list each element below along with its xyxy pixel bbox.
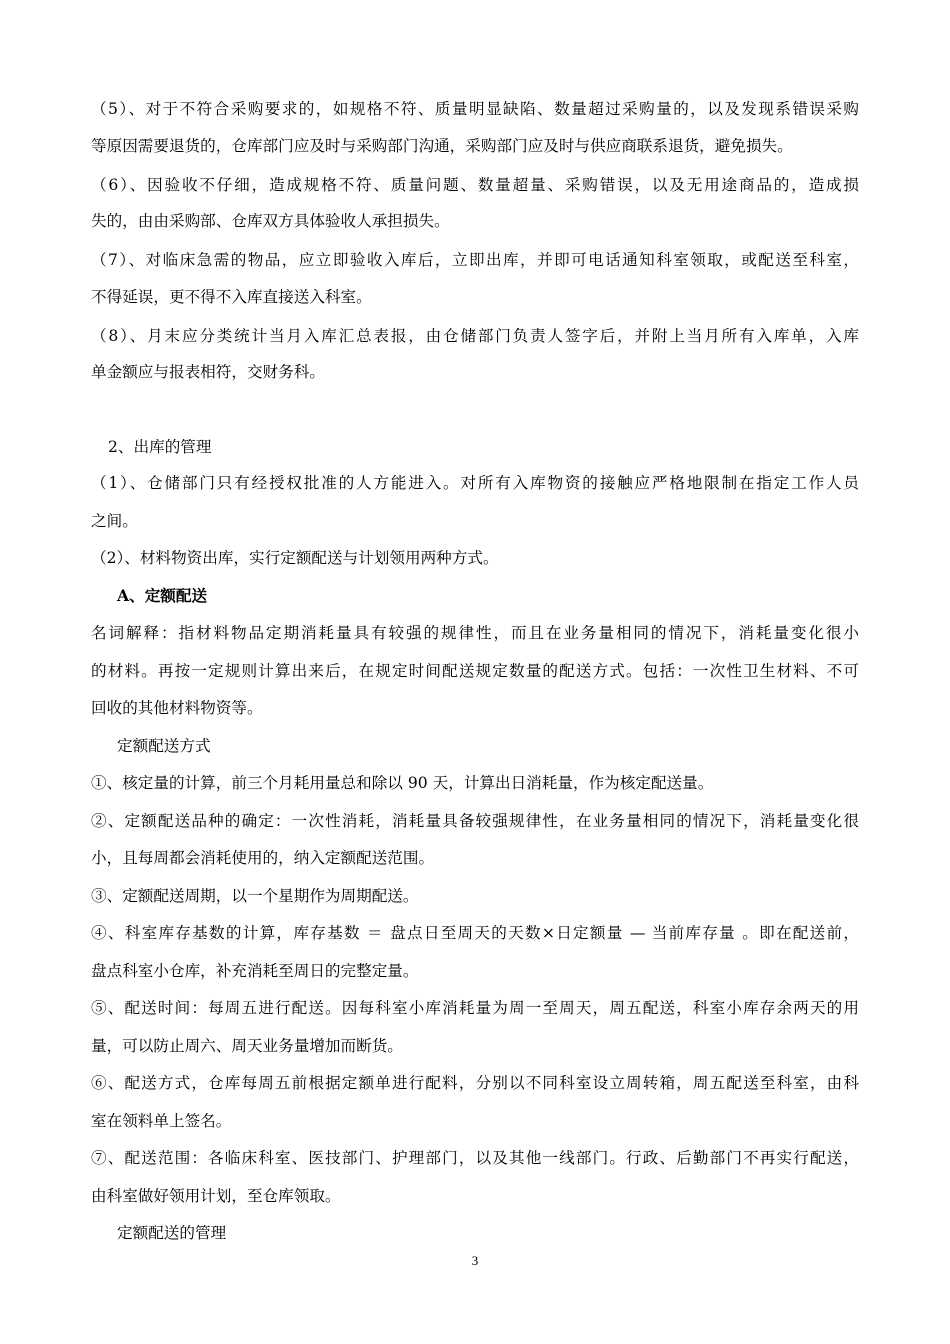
subsection-a-title: A、定额配送: [117, 586, 208, 605]
item-5-line-2: 量，可以防止周六、周天业务量增加而断货。: [91, 1037, 403, 1055]
item-1: ①、核定量的计算，前三个月耗用量总和除以 90 天，计算出日消耗量，作为核定配送量。: [91, 774, 714, 792]
section-2-title: 2、出库的管理: [108, 438, 212, 456]
item-6-line-2: 室在领料单上签名。: [91, 1112, 232, 1130]
item-2-line-2: 小，且每周都会消耗使用的，纳入定额配送范围。: [91, 849, 435, 867]
definition-line-1: 名词解释：指材料物品定期消耗量具有较强的规律性，而且在业务量相同的情况下，消耗量变化很小: [91, 624, 859, 642]
section-2-item-2: （2）、材料物资出库，实行定额配送与计划领用两种方式。: [91, 549, 499, 567]
item-6-line-1: ⑥、配送方式，仓库每周五前根据定额单进行配料，分别以不同科室设立周转箱，周五配送至科室，由科: [91, 1074, 859, 1092]
para-6-line-1: （6）、因验收不仔细，造成规格不符、质量问题、数量超量、采购错误，以及无用途商品的，造成损: [91, 176, 859, 194]
item-2-line-1: ②、定额配送品种的确定：一次性消耗，消耗量具备较强规律性，在业务量相同的情况下，消耗量变化很: [91, 812, 859, 830]
item-7-line-1: ⑦、配送范围：各临床科室、医技部门、护理部门，以及其他一线部门。行政、后勤部门不再实行配送，: [91, 1149, 859, 1167]
definition-line-3: 回收的其他材料物资等。: [91, 699, 263, 717]
page-number: 3: [471, 1253, 479, 1268]
method-title: 定额配送方式: [117, 737, 211, 755]
item-4-line-2: 盘点科室小仓库，补充消耗至周日的完整定量。: [91, 962, 419, 980]
definition-line-2: 的材料。再按一定规则计算出来后，在规定时间配送规定数量的配送方式。包括：一次性卫生材料、不可: [91, 662, 859, 680]
section-2-item-1-line-2: 之间。: [91, 512, 138, 530]
para-8-line-1: （8）、月末应分类统计当月入库汇总表报，由仓储部门负责人签字后，并附上当月所有入库单，入库: [91, 327, 859, 345]
item-4-line-1: ④、科室库存基数的计算，库存基数 ＝ 盘点日至周天的天数×日定额量 — 当前库存量 。即在配送前，: [91, 924, 859, 942]
section-2-item-1-line-1: （1）、仓储部门只有经授权批准的人方能进入。对所有入库物资的接触应严格地限制在指定工作人员: [91, 474, 859, 492]
para-6-line-2: 失的，由由采购部、仓库双方具体验收人承担损失。: [91, 212, 450, 230]
item-5-line-1: ⑤、配送时间：每周五进行配送。因每科室小库消耗量为周一至周天，周五配送，科室小库存余两天的用: [91, 999, 859, 1017]
para-5-line-2: 等原因需要退货的，仓库部门应及时与采购部门沟通，采购部门应及时与供应商联系退货，避免损失。: [91, 137, 793, 155]
para-7-line-2: 不得延误，更不得不入库直接送入科室。: [91, 288, 372, 306]
para-5-line-1: （5）、对于不符合采购要求的，如规格不符、质量明显缺陷、数量超过采购量的，以及发现系错误采购: [91, 100, 859, 118]
para-7-line-1: （7）、对临床急需的物品，应立即验收入库后，立即出库，并即可电话通知科室领取，或配送至科室，: [91, 251, 859, 269]
item-3: ③、定额配送周期，以一个星期作为周期配送。: [91, 887, 419, 905]
para-8-line-2: 单金额应与报表相符，交财务科。: [91, 363, 325, 381]
item-7-line-2: 由科室做好领用计划，至仓库领取。: [91, 1187, 341, 1205]
management-title: 定额配送的管理: [117, 1224, 227, 1242]
